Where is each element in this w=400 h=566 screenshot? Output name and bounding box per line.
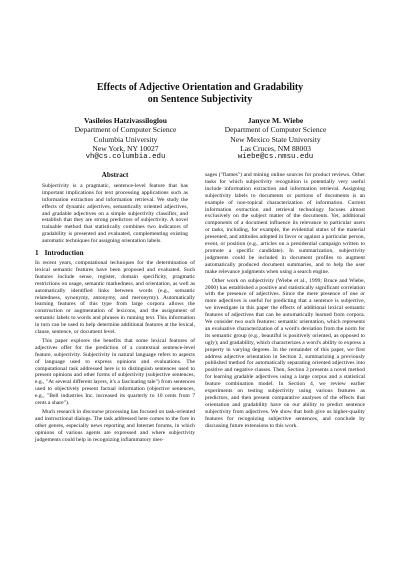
author-name: Janyce M. Wiebe: [247, 116, 304, 125]
author-block-1: [58, 116, 193, 162]
author-institution: New Mexico State University: [230, 134, 321, 144]
title-line-1: Effects of Adjective Orientation and Gradability: [96, 82, 304, 93]
author-location: Las Cruces, NM 88003: [240, 143, 311, 153]
author-name: Vasileios Hatzivassiloglou: [83, 116, 168, 125]
abstract-heading: Abstract: [101, 171, 129, 179]
author-email: wiebe@cs.nmsu.edu: [237, 153, 314, 162]
right-column: [205, 172, 365, 432]
abstract-text: Subjectivity is a pragmatic, sentence-level feature that has important implications for text processing applications such as information extraction and information retrieval. We study the effects of dynamic adjectives, semantically oriented adjectives, and gradable adjectives on a simple subjectivity classifier, and establish that they are strong predictors of subjectivity. A novel trainable method that statistically combines two indicators of gradability is presented and evaluated, complementing existing automatic techniques for assigning orientation labels.: [42, 182, 188, 245]
author-location: New York, NY 10027: [92, 143, 159, 153]
author-email: vh@cs.columbia.edu: [85, 153, 166, 162]
body-paragraph: sages ("flames") and mining online sources for product reviews. Other tasks for which subjectivity recognition is potentially very useful include information extraction and information retrieval. Assigning subjectivity labels to documents or portions of documents is an example of non-topical characterization of information. Current information extraction and retrieval technology focuses almost exclusively on the subject matter of the documents. Yet, additional components of a document influence its relevance to particular users or tasks, including, for example, the evidential status of the material presented, and attitudes adopted in favor or against a particular person, event, or position (e.g., articles on a presidential campaign written to promote a specific candidate). In summarization, subjectivity judgments could be included in document profiles to augment automatically produced document summaries, and to help the user make relevance judgments when using a search engine.: [205, 172, 365, 275]
section-number: 1: [35, 249, 39, 258]
author-affiliation: Department of Computer Science: [74, 125, 177, 135]
paper-title: [30, 82, 370, 106]
body-paragraph: Other work on subjectivity (Wiebe et al., 1999; Bruce and Wiebe, 2000) has established a positive and statistically significant correlation with the presence of adjectives. Since the mere presence of one or more adjectives is useful for predicting that a sentence is subjective, we investigate in this paper the effects of additional lexical semantic features of adjectives that can be automatically learned from corpora. We consider two such features: semantic orientation, which represents an evaluative characterization of a word's deviation from the norm for its semantic group (e.g., beautiful is positively oriented, as opposed to ugly); and gradability, which characterizes a word's ability to express a property in varying degrees. In the remainder of this paper, we first address adjective orientation in Section 2, summarizing a previously published method for automatically separating oriented adjectives into positive and negative classes. Then, Section 3 presents a novel method for learning gradable adjectives using a large corpus and a statistical feature combination model. In Section 4, we review earlier experiments on testing subjectivity using various features as predictors, and then present comparative analyses of the effects that orientation and gradability have on our ability to predict sentence subjectivity from adjectives. We show that both give us higher-quality features for recognizing subjective sentences, and conclude by discussing future extensions to this work.: [205, 277, 365, 429]
author-affiliation: Department of Computer Science: [224, 125, 327, 135]
title-line-2: on Sentence Subjectivity: [147, 94, 253, 105]
section-title: Introduction: [44, 249, 84, 258]
body-paragraph: This paper explores the benefits that some lexical features of adjectives offer for the prediction of a contextual sentence-level feature, subjectivity. Subjectivity in natural language refers to aspects of language used to express opinions and evaluations. The computational task addressed here is to distinguish sentences used to present opinions and other forms of subjectivity (subjective sentences, e.g., "At several different layers, it's a fascinating tale") from sentences used to objectively present factual information (objective sentences, e.g., "Bell industries Inc. increased its quarterly to 10 cents from 7 cents a share").: [35, 337, 195, 407]
left-column: [35, 172, 195, 446]
author-institution: Columbia University: [93, 134, 158, 144]
body-paragraph: Much research in discourse processing has focused on task-oriented and instructional dialogs. The task addressed here comes to the fore in other genres, especially news reporting and Internet forums, in which opinions of various agents are expressed and where subjectivity judgements could help in recognizing inflammatory mes-: [35, 409, 195, 443]
body-paragraph: In recent years, computational techniques for the determination of lexical semantic features have been proposed and evaluated. Such features include sense, register, domain specificity, pragmatic restrictions on usage, semantic markedness, and orientation, as well as automatically identified links between words (e.g., semantic relatedness, synonymy, antonymy, and meronymy). Automatically learning features of this type from large corpora allows the construction or augmentation of lexicons, and the assignment of semantic labels to words and phrases in running text. This information in turn can be used to help determine additional features at the lexical, clause, sentence, or document level.: [35, 259, 195, 336]
section-heading: [35, 250, 195, 257]
author-block-2: [208, 116, 343, 162]
